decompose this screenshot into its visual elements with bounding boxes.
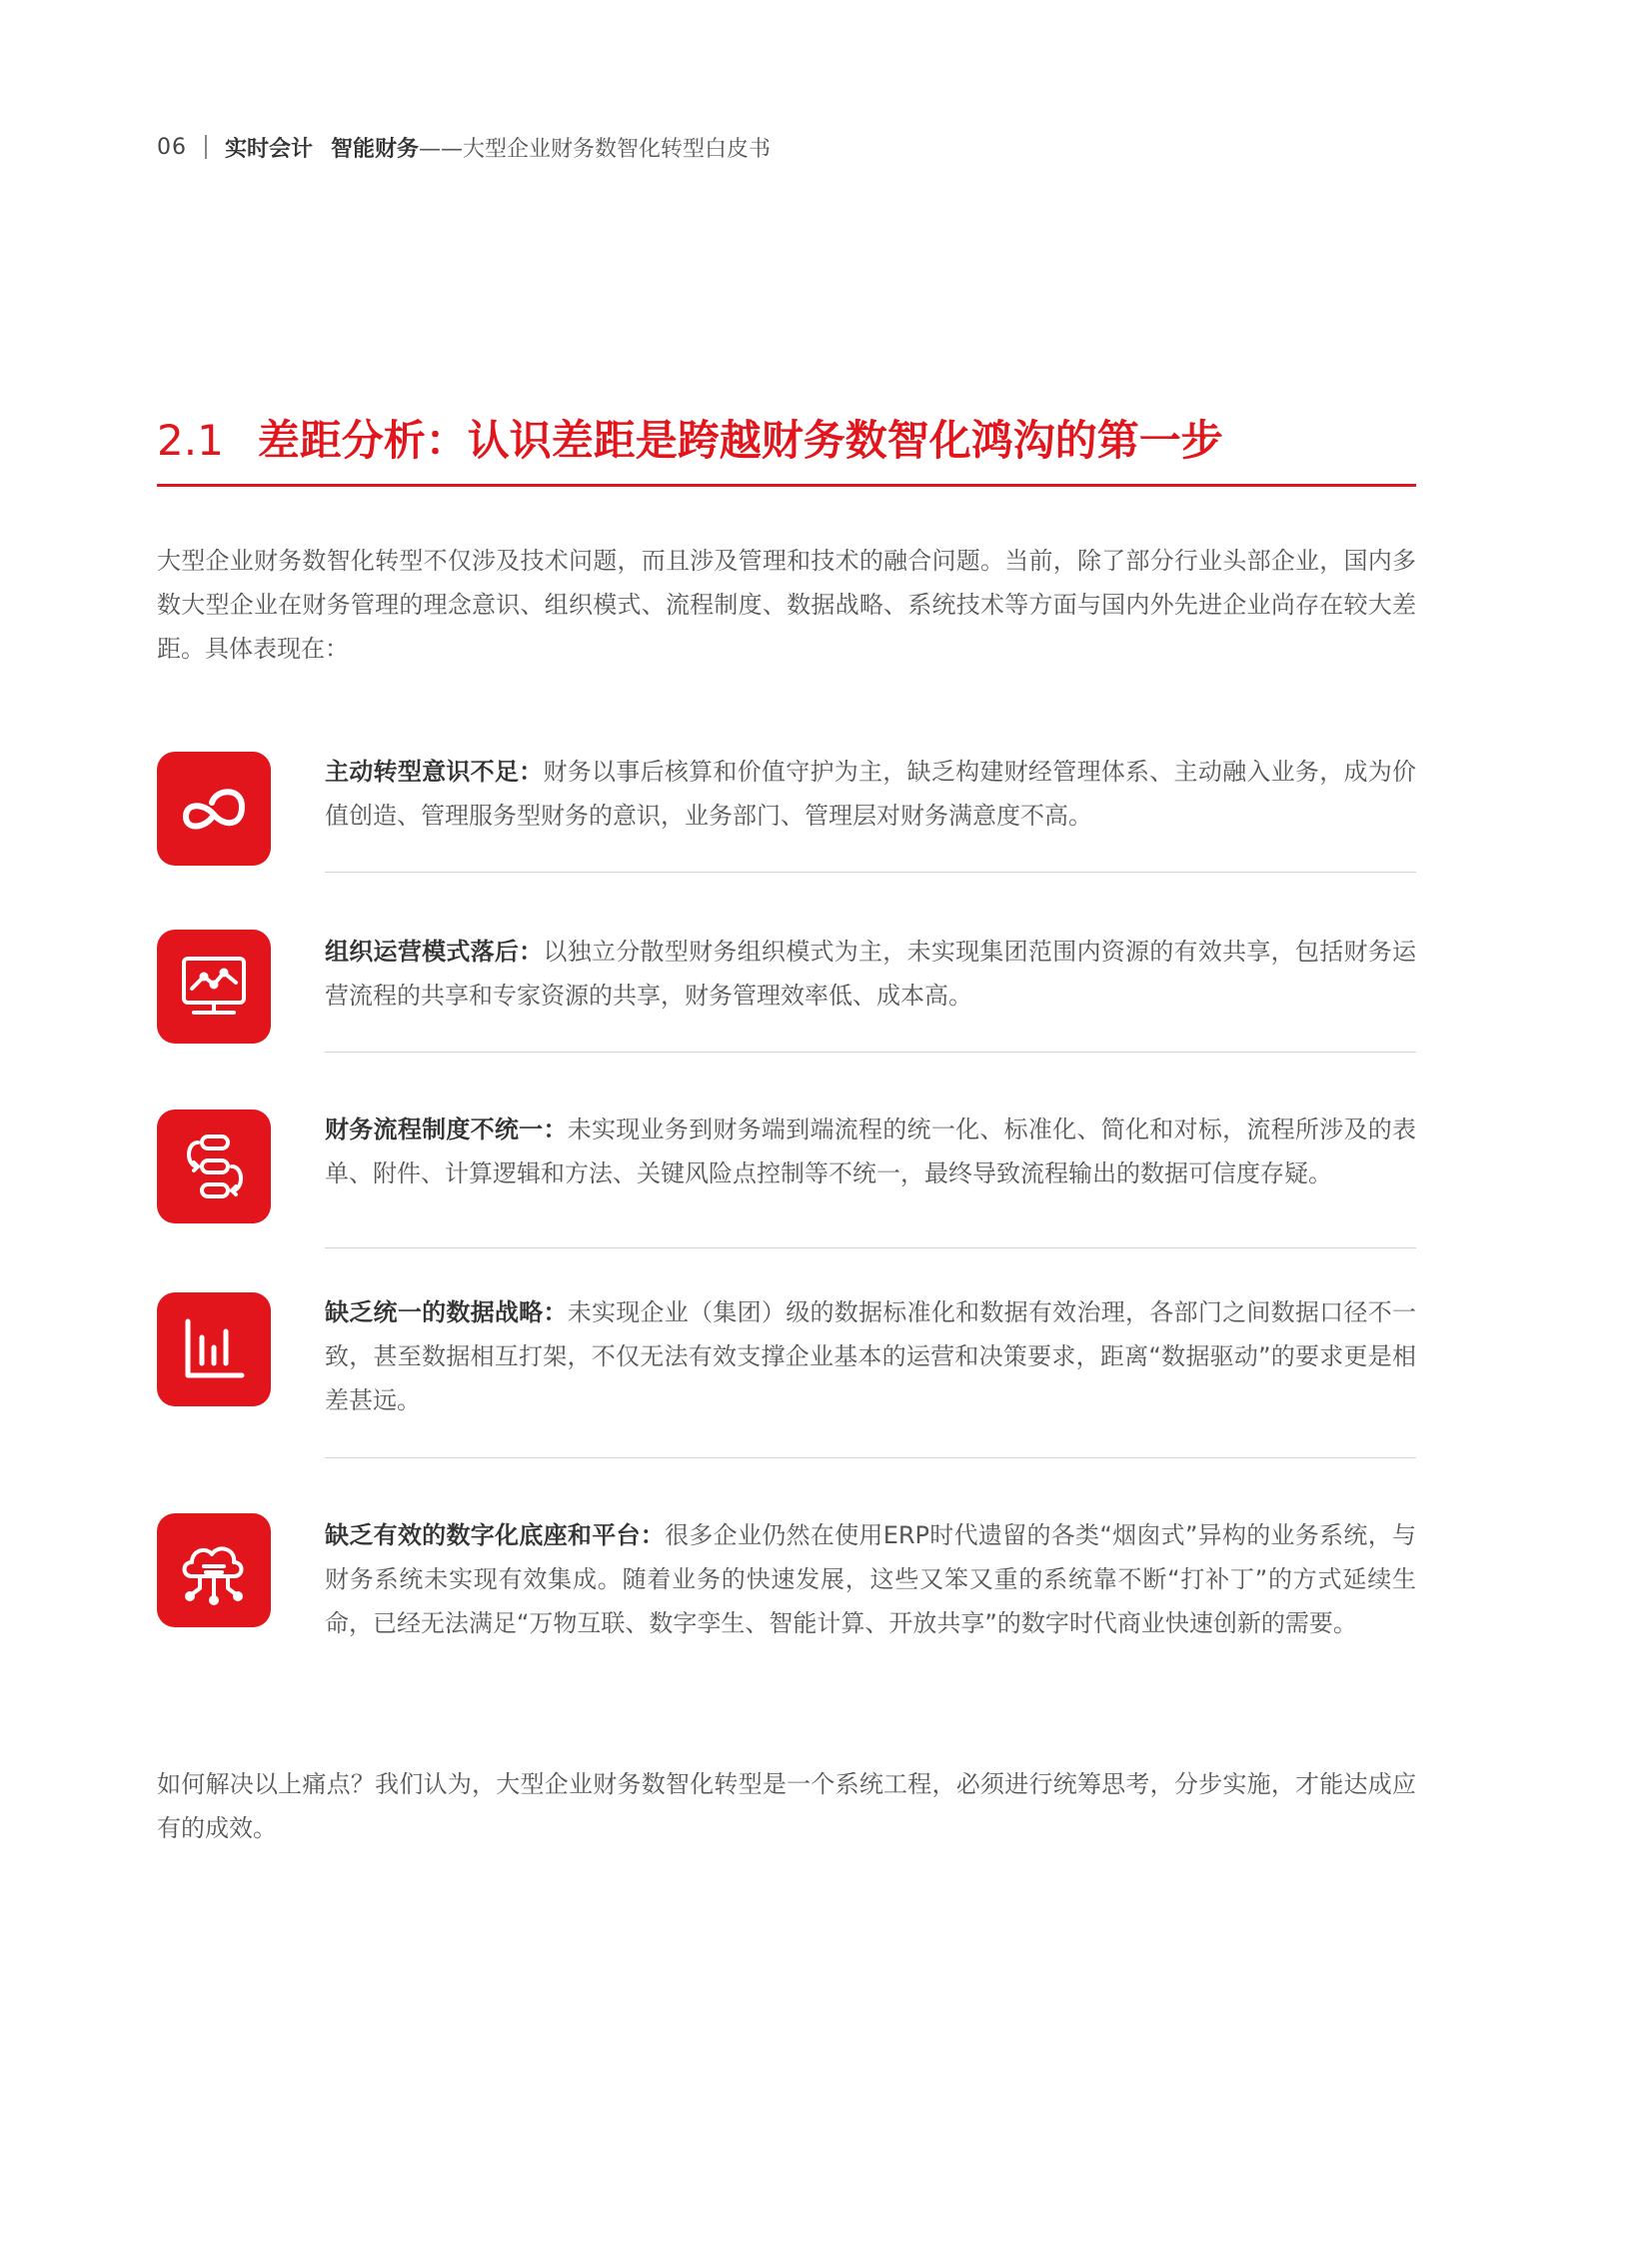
gap-item-text — [325, 1108, 1416, 1195]
header-series-subtitle: ——大型企业财务数智化转型白皮书 — [419, 136, 772, 162]
monitor-chart-icon — [157, 930, 271, 1044]
cloud-network-icon — [157, 1513, 271, 1627]
section-heading — [157, 408, 1416, 468]
gap-item-text — [325, 750, 1416, 838]
section-number: 2.1 — [157, 416, 224, 465]
header-series-b: 智能财务 — [331, 136, 420, 162]
item-divider — [325, 1052, 1416, 1053]
process-flow-icon — [157, 1110, 271, 1223]
gap-item-text — [325, 930, 1416, 1018]
bar-chart-icon — [157, 1292, 271, 1406]
item-divider — [325, 1247, 1416, 1248]
gap-item-lead: 主动转型意识不足： — [325, 758, 544, 786]
gap-item-text — [325, 1513, 1416, 1645]
gap-item-lead: 缺乏统一的数据战略： — [325, 1298, 568, 1326]
header-separator — [205, 135, 207, 159]
gap-item-lead: 缺乏有效的数字化底座和平台： — [325, 1521, 666, 1549]
closing-paragraph: 如何解决以上痛点？我们认为，大型企业财务数智化转型是一个系统工程，必须进行统筹思考，分步实施，才能达成应有的成效。 — [157, 1770, 1416, 1842]
item-divider — [325, 1457, 1416, 1458]
item-divider — [325, 872, 1416, 873]
gap-item-text — [325, 1290, 1416, 1422]
section-title: 差距分析：认识差距是跨越财务数智化鸿沟的第一步 — [257, 416, 1223, 465]
gap-item-body: 很多企业仍然在使用ERP时代遗留的各类“烟囱式”异构的业务系统，与财务系统未实现有效集成。随着业务的快速发展，这些又笨又重的系统靠不断“打补丁”的方式延续生命，已经无法满足“万物互联、数字孪生、智能计算、开放共享”的数字时代商业快速创新的需要。 — [325, 1521, 1416, 1637]
gap-item-lead: 组织运营模式落后： — [325, 938, 544, 966]
page-number: 06 — [157, 134, 187, 160]
intro-paragraph: 大型企业财务数智化转型不仅涉及技术问题，而且涉及管理和技术的融合问题。当前，除了部分行业头部企业，国内多数大型企业在财务管理的理念意识、组织模式、流程制度、数据战略、系统技术等方面与国内外先进企业尚存在较大差距。具体表现在： — [157, 547, 1416, 663]
gap-item-lead: 财务流程制度不统一： — [325, 1116, 568, 1143]
gap-item-body: 未实现业务到财务端到端流程的统一化、标准化、简化和对标，流程所涉及的表单、附件、计算逻辑和方法、关键风险点控制等不统一，最终导致流程输出的数据可信度存疑。 — [325, 1116, 1417, 1187]
gap-item-body: 未实现企业（集团）级的数据标准化和数据有效治理，各部门之间数据口径不一致，甚至数据相互打架，不仅无法有效支撑企业基本的运营和决策要求，距离“数据驱动”的要求更是相差甚远。 — [325, 1298, 1417, 1414]
running-header — [157, 132, 771, 162]
gap-item-body: 以独立分散型财务组织模式为主，未实现集团范围内资源的有效共享，包括财务运营流程的共享和专家资源的共享，财务管理效率低、成本高。 — [325, 938, 1417, 1010]
infinity-loop-icon — [157, 752, 271, 866]
section-title-rule — [157, 484, 1416, 487]
gap-item-body: 财务以事后核算和价值守护为主，缺乏构建财经管理体系、主动融入业务，成为价值创造、管理服务型财务的意识，业务部门、管理层对财务满意度不高。 — [325, 758, 1417, 830]
header-series-a: 实时会计 — [225, 136, 314, 162]
